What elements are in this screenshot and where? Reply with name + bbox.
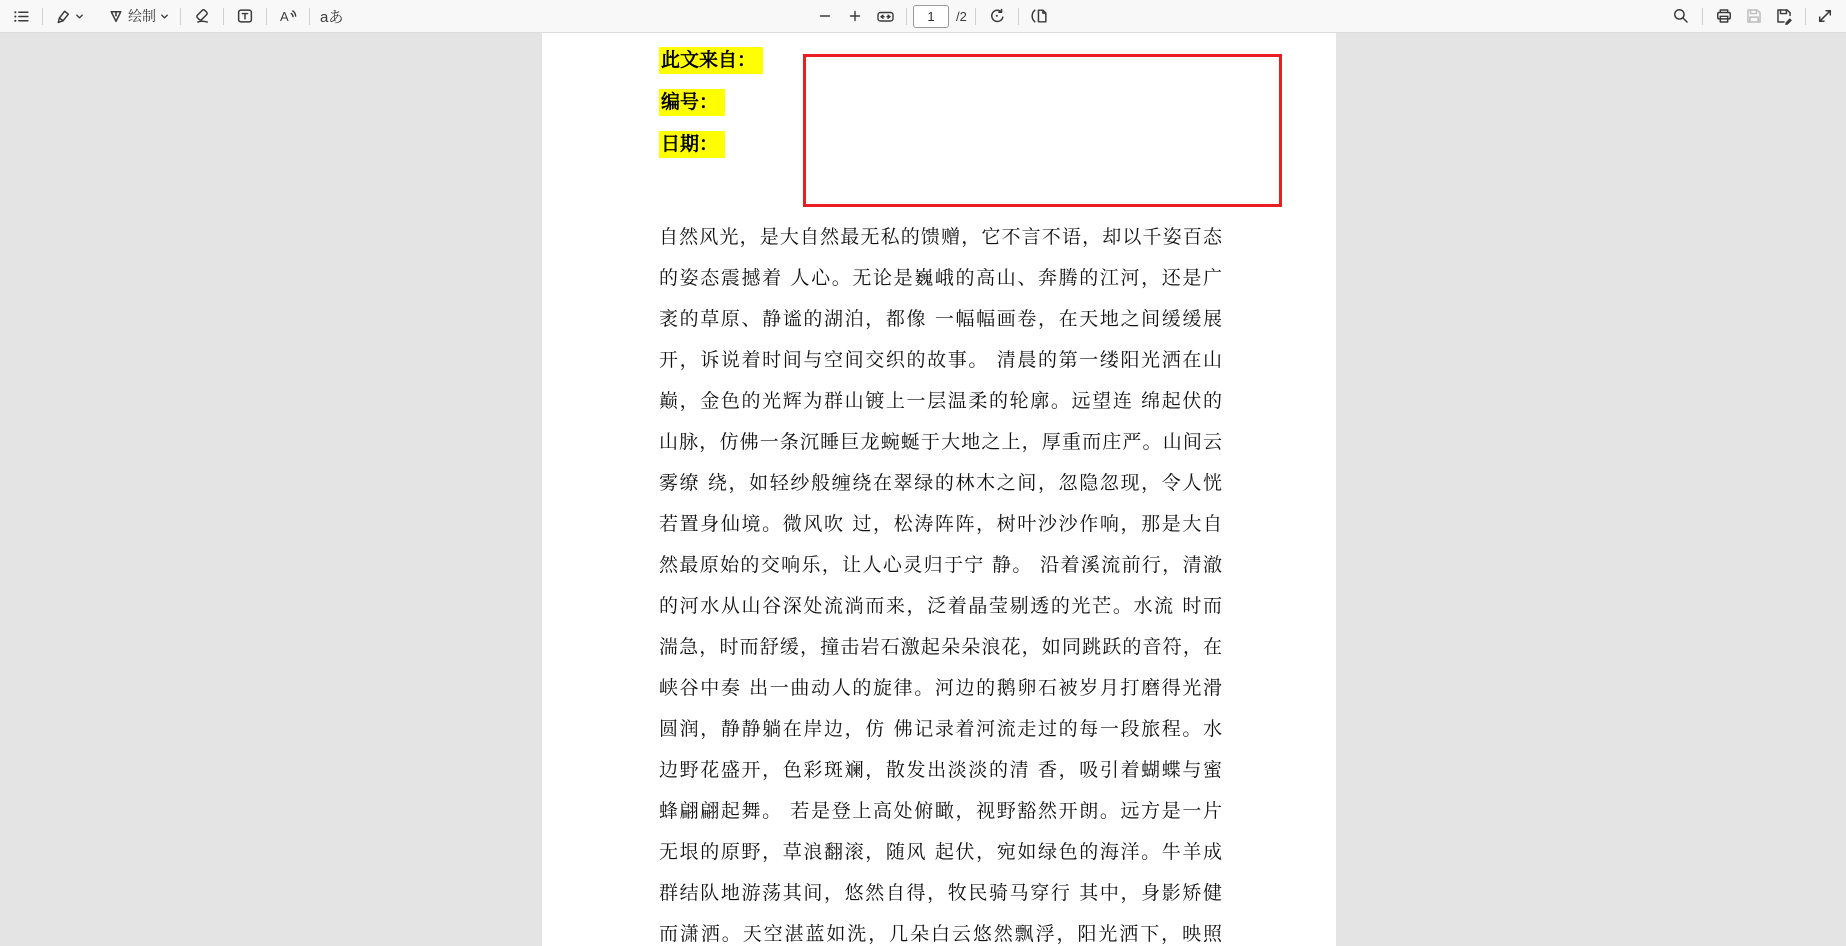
save-as-button[interactable] (1769, 3, 1799, 29)
save-button[interactable] (1739, 3, 1769, 29)
text-line: 开，诉说着时间与空间交织的故事。 清晨的第一缕阳光洒在山 (659, 349, 1222, 371)
chevron-down-icon (74, 11, 85, 22)
toolbar-right-group (1666, 0, 1838, 32)
print-button[interactable] (1709, 3, 1739, 29)
red-annotation-box (803, 54, 1282, 207)
page-view-icon (1030, 7, 1049, 25)
table-of-contents-icon (13, 8, 30, 25)
zoom-out-button[interactable] (810, 3, 840, 29)
toolbar-separator (975, 8, 976, 25)
chevron-down-icon (159, 11, 170, 22)
draw-button-label: 绘制 (128, 8, 156, 24)
toolbar-separator (1702, 8, 1703, 25)
text-line: 湍急，时而舒缓，撞击岩石激起朵朵浪花，如同跳跃的音符，在 (659, 636, 1222, 658)
read-aloud-glyph: A (280, 9, 289, 24)
text-line: 然最原始的交响乐，让人心灵归于宁 静。 沿着溪流前行，清澈 (659, 554, 1222, 576)
print-icon (1715, 7, 1733, 25)
text-line: 袤的草原、静谧的湖泊，都像 一幅幅画卷，在天地之间缓缓展 (659, 308, 1222, 330)
read-aloud-icon (278, 7, 298, 25)
page-total-label: /2 (956, 8, 967, 24)
translate-label: aあ (320, 8, 344, 26)
toolbar-left-group (6, 0, 347, 32)
save-icon (1745, 7, 1763, 25)
toolbar-separator (266, 8, 267, 25)
plus-icon (847, 8, 863, 24)
text-line: 山脉，仿佛一条沉睡巨龙蜿蜒于大地之上，厚重而庄严。山间云 (659, 431, 1222, 453)
toolbar-separator (180, 8, 181, 25)
rotate-button[interactable] (982, 3, 1012, 29)
text-line: 边野花盛开，色彩斑斓，散发出淡淡的清 香，吸引着蝴蝶与蜜 (659, 759, 1222, 781)
add-text-button[interactable] (230, 3, 260, 29)
pdf-toolbar (0, 0, 1846, 33)
toolbar-separator (223, 8, 224, 25)
rotate-icon (988, 7, 1006, 25)
expand-diagonal-icon (1816, 7, 1834, 25)
highlighted-field-source: 此文来自： (659, 47, 763, 74)
pdf-page (542, 33, 1336, 946)
document-body-text (659, 217, 1222, 946)
expand-button[interactable] (1812, 3, 1838, 29)
highlighted-field-date: 日期： (659, 131, 725, 158)
eraser-button[interactable] (187, 3, 217, 29)
save-as-icon (1775, 7, 1793, 25)
text-line: 群结队地游荡其间，悠然自得，牧民骑马穿行 其中，身影矫健 (659, 882, 1222, 904)
text-box-icon (236, 7, 254, 25)
toolbar-separator (1018, 8, 1019, 25)
document-canvas[interactable] (0, 33, 1846, 946)
highlighted-field-number: 编号： (659, 89, 725, 116)
text-line: 而潇洒。天空湛蓝如洗，几朵白云悠然飘浮，阳光洒下，映照 (659, 923, 1222, 945)
minus-icon (817, 8, 833, 24)
draw-button[interactable] (103, 3, 174, 29)
toolbar-center-group (810, 0, 1055, 32)
fit-to-width-button[interactable] (870, 3, 900, 29)
toolbar-separator (309, 8, 310, 25)
table-of-contents-button[interactable] (6, 3, 36, 29)
text-line: 自然风光，是大自然最无私的馈赠，它不言不语，却以千姿百态 (659, 226, 1222, 248)
text-line: 若置身仙境。微风吹 过，松涛阵阵，树叶沙沙作响，那是大自 (659, 513, 1222, 535)
highlight-button[interactable] (49, 3, 89, 29)
text-line: 圆润，静静躺在岸边，仿 佛记录着河流走过的每一段旅程。水 (659, 718, 1222, 740)
search-button[interactable] (1666, 3, 1696, 29)
text-line: 的河水从山谷深处流淌而来，泛着晶莹剔透的光芒。水流 时而 (659, 595, 1222, 617)
toolbar-separator (42, 8, 43, 25)
page-view-button[interactable] (1025, 3, 1055, 29)
translate-button[interactable] (316, 3, 347, 29)
read-aloud-button[interactable] (273, 3, 303, 29)
fit-width-icon (876, 8, 895, 25)
eraser-icon (193, 7, 211, 25)
toolbar-separator (906, 8, 907, 25)
page-number-input[interactable] (913, 5, 949, 28)
highlighter-icon (53, 7, 71, 25)
pen-nib-icon (107, 7, 125, 25)
text-line: 雾缭 绕，如轻纱般缠绕在翠绿的林木之间，忽隐忽现，令人恍 (659, 472, 1222, 494)
text-line: 峡谷中奏 出一曲动人的旋律。河边的鹅卵石被岁月打磨得光滑 (659, 677, 1222, 699)
zoom-in-button[interactable] (840, 3, 870, 29)
search-icon (1672, 7, 1690, 25)
toolbar-separator (1805, 8, 1806, 25)
text-line: 蜂翩翩起舞。 若是登上高处俯瞰，视野豁然开朗。远方是一片 (659, 800, 1222, 822)
text-line: 无垠的原野，草浪翻滚，随风 起伏，宛如绿色的海洋。牛羊成 (659, 841, 1222, 863)
text-line: 的姿态震撼着 人心。无论是巍峨的高山、奔腾的江河，还是广 (659, 267, 1222, 289)
text-line: 巅，金色的光辉为群山镀上一层温柔的轮廓。远望连 绵起伏的 (659, 390, 1222, 412)
